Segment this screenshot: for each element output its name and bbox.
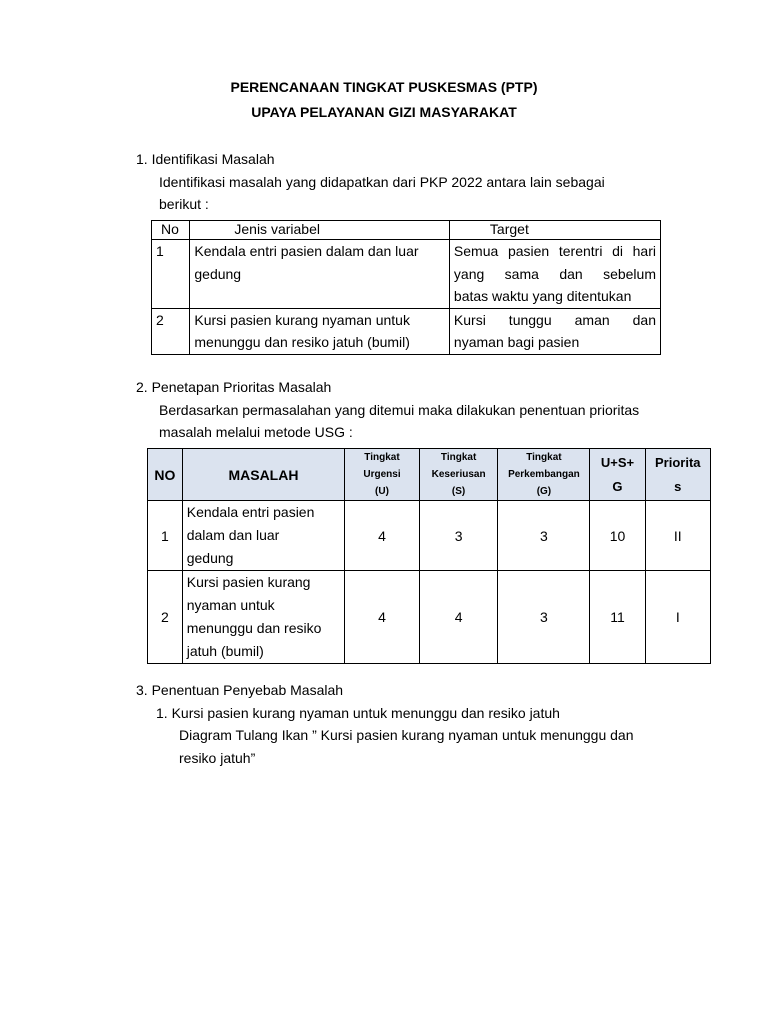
row-urgensi: 4 bbox=[345, 571, 420, 664]
document-title: PERENCANAAN TINGKAT PUSKESMAS (PTP) bbox=[230, 79, 538, 95]
table-header-row bbox=[152, 221, 661, 240]
table-row bbox=[148, 501, 711, 571]
row-total: 10 bbox=[590, 501, 645, 571]
section3-item1: 1. Kursi pasien kurang nyaman untuk menunggu dan resiko jatuh bbox=[156, 705, 560, 721]
problem-identification-table bbox=[151, 220, 661, 355]
usg-priority-table bbox=[147, 448, 711, 664]
row-no: 2 bbox=[148, 571, 183, 664]
section2-intro-line1: Berdasarkan permasalahan yang ditemui maka dilakukan penentuan prioritas bbox=[159, 402, 640, 418]
row-keseriusan: 4 bbox=[419, 571, 498, 664]
header-prioritas: Priorita s bbox=[645, 449, 710, 501]
row-no: 1 bbox=[148, 501, 183, 571]
row-perkembangan: 3 bbox=[498, 571, 590, 664]
document-subtitle: UPAYA PELAYANAN GIZI MASYARAKAT bbox=[251, 104, 517, 120]
table-row bbox=[148, 571, 711, 664]
section1-heading: 1. Identifikasi Masalah bbox=[136, 151, 275, 167]
row-target: Semua pasien terentri di hari yang sama dan sebelum batas waktu yang ditentukan bbox=[449, 240, 660, 309]
section3-item1-line3: resiko jatuh” bbox=[179, 750, 256, 766]
header-jenis-variabel: Jenis variabel bbox=[190, 221, 450, 240]
header-no: NO bbox=[148, 449, 183, 501]
header-urgensi: Tingkat Urgensi (U) bbox=[345, 449, 420, 501]
section3-item1-line2: Diagram Tulang Ikan ” Kursi pasien kurang nyaman untuk menunggu dan bbox=[179, 727, 634, 743]
row-target: Kursi tunggu aman dan nyaman bagi pasien bbox=[449, 308, 660, 354]
section2-heading: 2. Penetapan Prioritas Masalah bbox=[136, 379, 332, 395]
row-prioritas: II bbox=[645, 501, 710, 571]
row-total: 11 bbox=[590, 571, 645, 664]
row-masalah: Kursi pasien kurang nyaman untuk menunggu dan resiko jatuh (bumil) bbox=[182, 571, 344, 664]
header-masalah: MASALAH bbox=[182, 449, 344, 501]
header-usg-total: U+S+ G bbox=[590, 449, 645, 501]
header-target: Target bbox=[449, 221, 660, 240]
row-jenis: Kursi pasien kurang nyaman untuk menunggu dan resiko jatuh (bumil) bbox=[190, 308, 450, 354]
table-row bbox=[152, 240, 661, 309]
table-header-row bbox=[148, 449, 711, 501]
section3-heading: 3. Penentuan Penyebab Masalah bbox=[136, 682, 344, 698]
section1-intro-line1: Identifikasi masalah yang didapatkan dari PKP 2022 antara lain sebagai bbox=[159, 174, 605, 190]
row-perkembangan: 3 bbox=[498, 501, 590, 571]
table-row bbox=[152, 308, 661, 354]
header-no: No bbox=[152, 221, 190, 240]
header-keseriusan: Tingkat Keseriusan (S) bbox=[419, 449, 498, 501]
row-no: 1 bbox=[152, 240, 190, 309]
header-perkembangan: Tingkat Perkembangan (G) bbox=[498, 449, 590, 501]
row-prioritas: I bbox=[645, 571, 710, 664]
row-keseriusan: 3 bbox=[419, 501, 498, 571]
row-masalah: Kendala entri pasien dalam dan luar gedung bbox=[182, 501, 344, 571]
section1-intro-line2: berikut : bbox=[159, 196, 209, 212]
row-urgensi: 4 bbox=[345, 501, 420, 571]
section2-intro-line2: masalah melalui metode USG : bbox=[159, 424, 353, 440]
row-no: 2 bbox=[152, 308, 190, 354]
row-jenis: Kendala entri pasien dalam dan luar gedung bbox=[190, 240, 450, 309]
